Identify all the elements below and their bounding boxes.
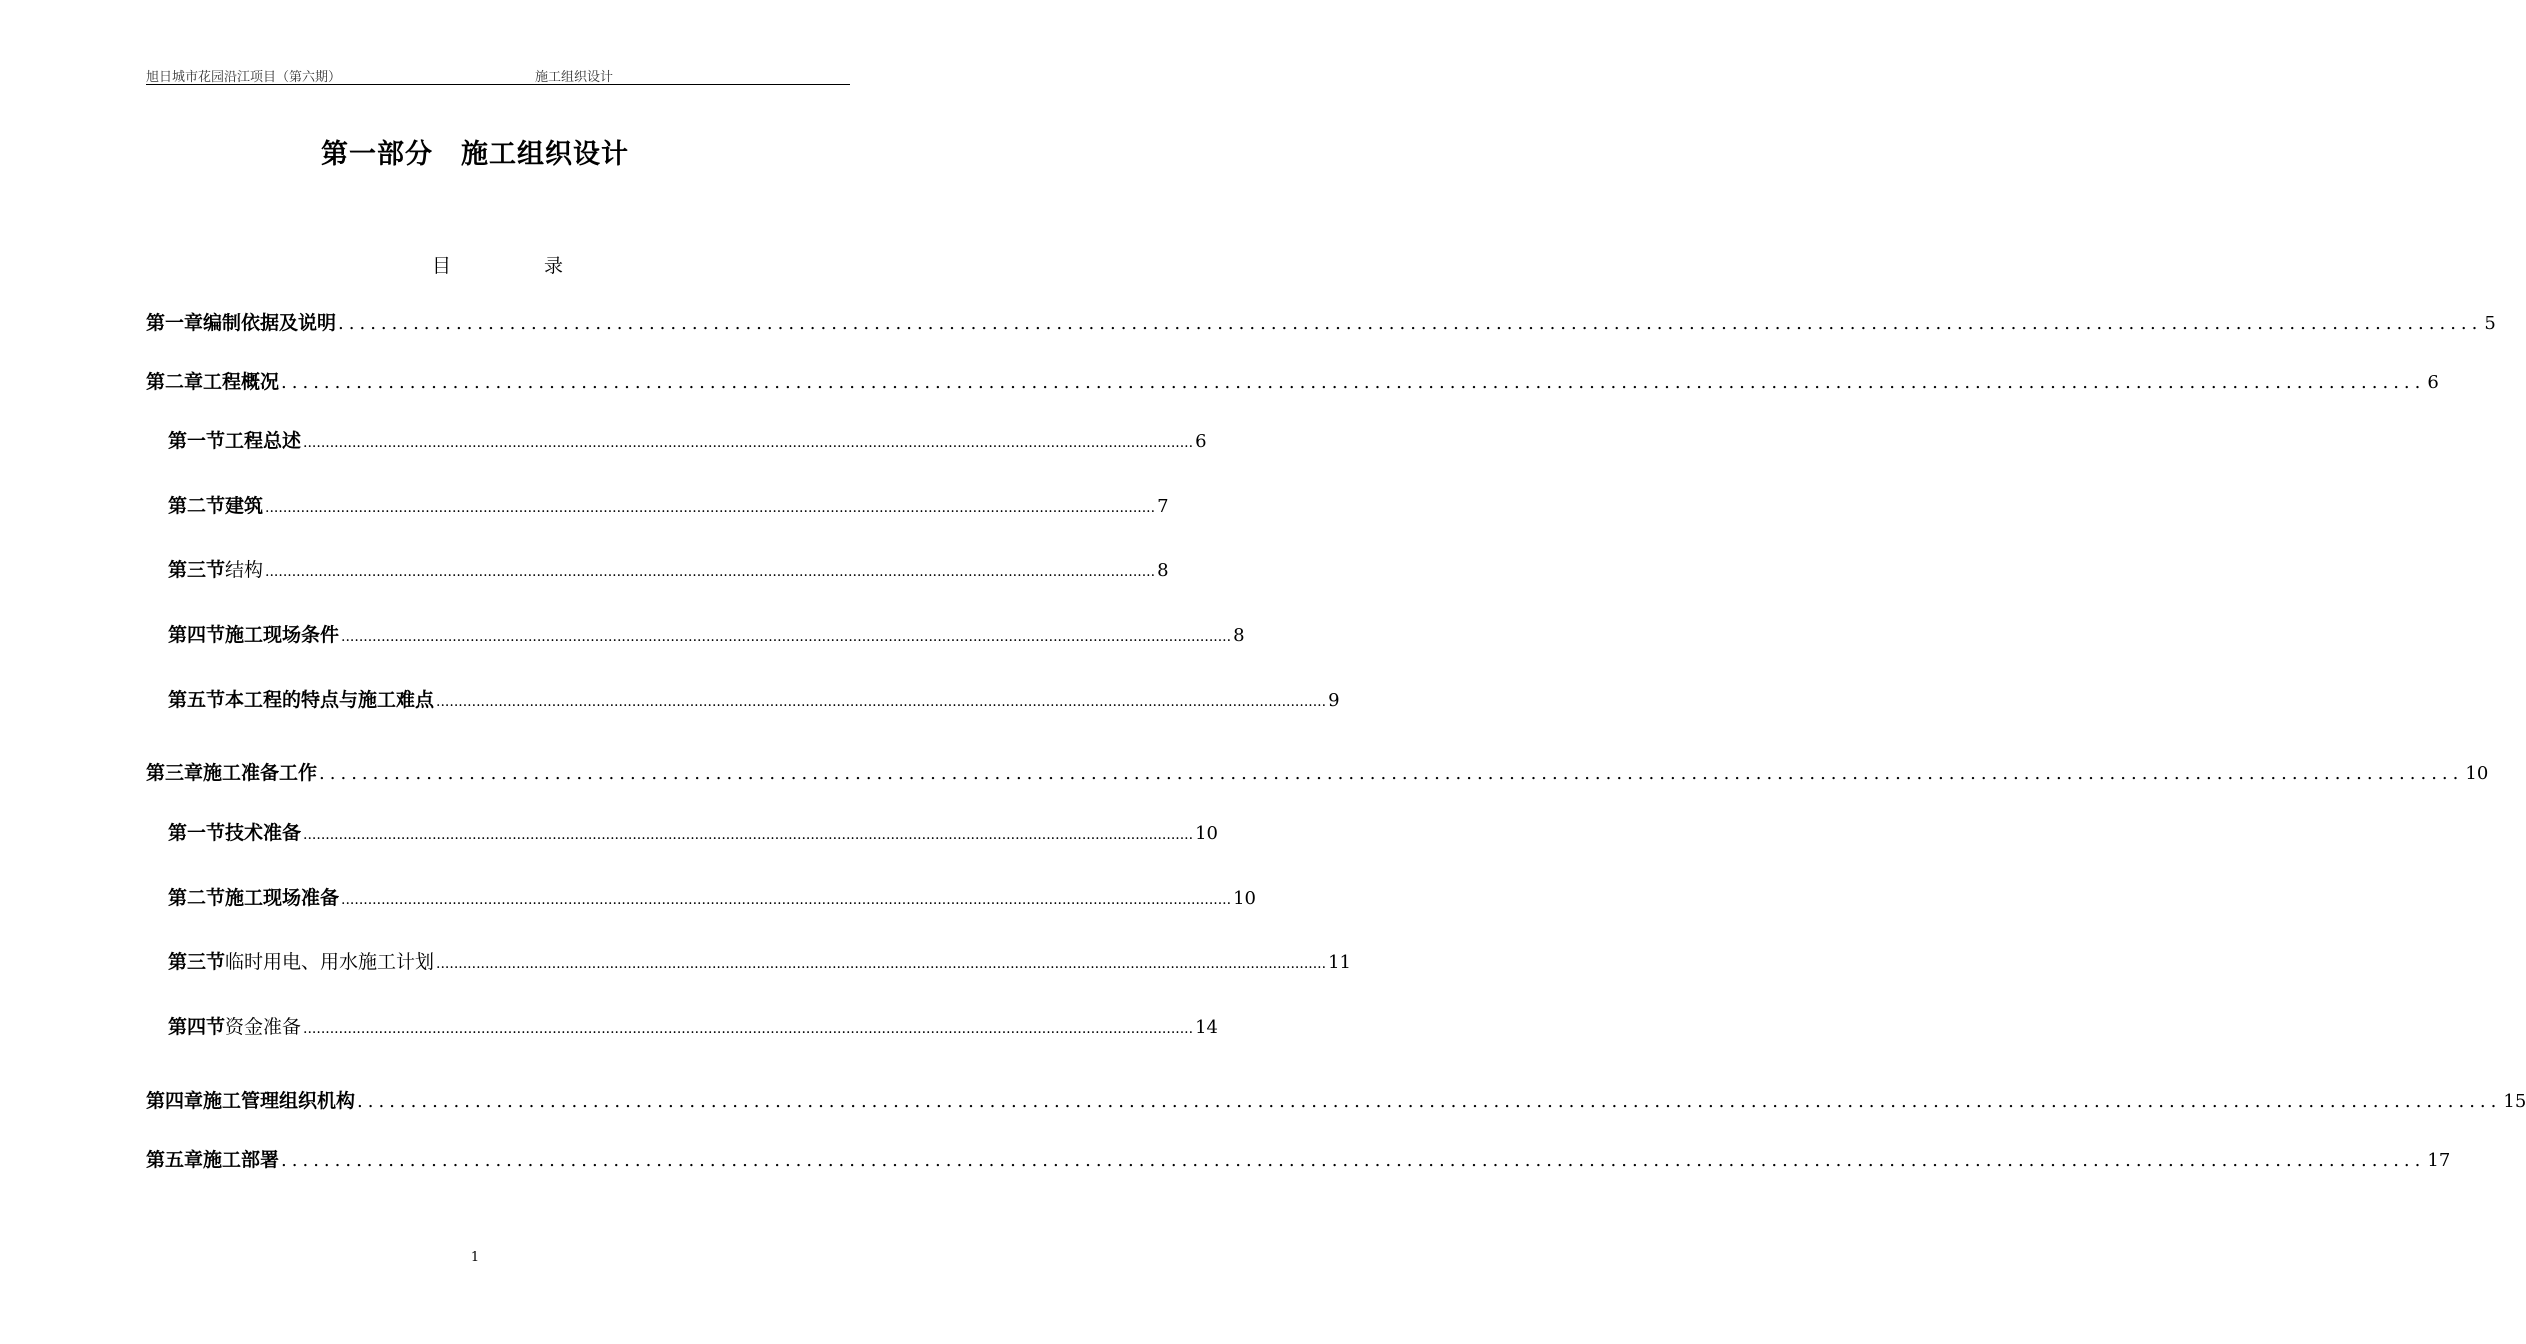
toc-entry-page: 5 bbox=[2484, 313, 2496, 334]
toc-entry[interactable] bbox=[146, 1145, 2451, 1175]
toc-entry-number: 第一章 bbox=[146, 312, 204, 334]
toc-leader-dots: ........................................................................................................................................................................................................ bbox=[319, 763, 2464, 784]
page-number: 1 bbox=[470, 1250, 480, 1265]
toc-leader-dots: ........................................................................................................................................................................................................ bbox=[303, 1021, 1194, 1037]
toc-entry-number: 第三章 bbox=[146, 762, 204, 784]
toc-entry-page: 6 bbox=[1195, 431, 1207, 452]
toc-entry-title: 工程总述 bbox=[225, 430, 302, 452]
toc-entry-number: 第二节 bbox=[168, 495, 226, 517]
toc-entry-title: 技术准备 bbox=[225, 822, 302, 844]
toc-entry-page: 8 bbox=[1233, 625, 1245, 646]
toc-entry[interactable] bbox=[146, 308, 2496, 338]
toc-entry-number: 第四章 bbox=[146, 1090, 204, 1112]
toc-entry-number: 第四节 bbox=[168, 1016, 226, 1038]
toc-entry-title: 施工现场条件 bbox=[225, 624, 340, 646]
toc-heading-char-1: 目 bbox=[432, 255, 452, 277]
toc-entry[interactable] bbox=[146, 367, 2439, 397]
toc-entry-number: 第五节 bbox=[168, 689, 226, 711]
toc-entry-title: 资金准备 bbox=[225, 1016, 302, 1038]
toc-entry-page: 15 bbox=[2503, 1091, 2526, 1112]
toc-entry-page: 10 bbox=[1233, 888, 1256, 909]
toc-entry-number: 第三节 bbox=[168, 559, 226, 581]
toc-entry[interactable] bbox=[168, 426, 1207, 456]
toc-entry-title: 编制依据及说明 bbox=[203, 312, 337, 334]
toc-entry[interactable] bbox=[146, 1086, 2526, 1116]
toc-leader-dots: ........................................................................................................................................................................................................ bbox=[265, 500, 1156, 516]
toc-entry-number: 第三节 bbox=[168, 951, 226, 973]
toc-leader-dots: ........................................................................................................................................................................................................ bbox=[281, 372, 2426, 393]
toc-entry-title: 施工管理组织机构 bbox=[203, 1090, 356, 1112]
toc-entry[interactable] bbox=[168, 555, 1169, 585]
toc-entry-title: 施工准备工作 bbox=[203, 762, 318, 784]
toc-entry-title: 施工部署 bbox=[203, 1149, 280, 1171]
toc-leader-dots: ........................................................................................................................................................................................................ bbox=[436, 694, 1327, 710]
toc-leader-dots: ........................................................................................................................................................................................................ bbox=[303, 435, 1194, 451]
toc-entry-page: 10 bbox=[1195, 823, 1218, 844]
toc-entry-number: 第二章 bbox=[146, 371, 204, 393]
toc-leader-dots: ........................................................................................................................................................................................................ bbox=[341, 892, 1232, 908]
toc-leader-dots: ........................................................................................................................................................................................................ bbox=[341, 629, 1232, 645]
toc-leader-dots: ........................................................................................................................................................................................................ bbox=[281, 1150, 2426, 1171]
toc-entry-page: 7 bbox=[1157, 496, 1169, 517]
toc-entry-page: 11 bbox=[1328, 952, 1351, 973]
toc-entry-title: 结构 bbox=[225, 559, 264, 581]
toc-entry[interactable] bbox=[168, 685, 1340, 715]
toc-leader-dots: ........................................................................................................................................................................................................ bbox=[436, 956, 1327, 972]
toc-leader-dots: ........................................................................................................................................................................................................ bbox=[338, 313, 2483, 334]
toc-leader-dots: ........................................................................................................................................................................................................ bbox=[303, 827, 1194, 843]
toc-entry-number: 第四节 bbox=[168, 624, 226, 646]
toc-entry-title: 本工程的特点与施工难点 bbox=[225, 689, 435, 711]
toc-entry-title: 施工现场准备 bbox=[225, 887, 340, 909]
toc-entry-page: 8 bbox=[1157, 560, 1169, 581]
toc-entry-page: 14 bbox=[1195, 1017, 1218, 1038]
toc-entry[interactable] bbox=[168, 818, 1218, 848]
toc-leader-dots: ........................................................................................................................................................................................................ bbox=[265, 564, 1156, 580]
toc-entry[interactable] bbox=[146, 758, 2489, 788]
toc-entry-number: 第二节 bbox=[168, 887, 226, 909]
toc-entry-title: 建筑 bbox=[225, 495, 264, 517]
page-header bbox=[146, 66, 850, 85]
toc-leader-dots: ........................................................................................................................................................................................................ bbox=[357, 1091, 2502, 1112]
toc-entry-page: 10 bbox=[2465, 763, 2489, 784]
toc-heading-char-2: 录 bbox=[544, 255, 564, 277]
toc-entry[interactable] bbox=[168, 883, 1256, 913]
toc-entry-number: 第五章 bbox=[146, 1149, 204, 1171]
header-doc-name: 施工组织设计 bbox=[535, 70, 614, 85]
toc-entry[interactable] bbox=[168, 491, 1169, 521]
toc-entry-page: 6 bbox=[2427, 372, 2439, 393]
toc-entry-page: 9 bbox=[1328, 690, 1340, 711]
toc-entry[interactable] bbox=[168, 1012, 1218, 1042]
document-title: 第一部分 施工组织设计 bbox=[321, 139, 629, 170]
toc-entry-title: 工程概况 bbox=[203, 371, 280, 393]
header-project-name: 旭日城市花园沿江项目（第六期） bbox=[146, 70, 342, 85]
toc-entry-number: 第一节 bbox=[168, 822, 226, 844]
toc-entry[interactable] bbox=[168, 947, 1351, 977]
toc-entry-page: 17 bbox=[2427, 1150, 2451, 1171]
toc-entry-title: 临时用电、用水施工计划 bbox=[225, 951, 435, 973]
toc-entry[interactable] bbox=[168, 620, 1245, 650]
toc-entry-number: 第一节 bbox=[168, 430, 226, 452]
